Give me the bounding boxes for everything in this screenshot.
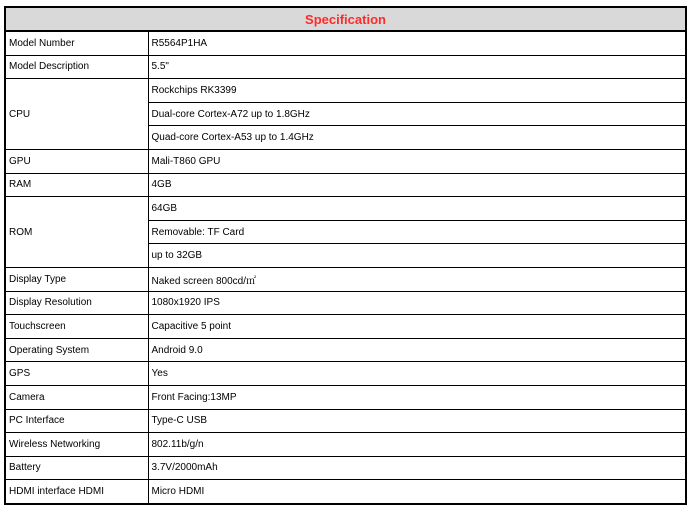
spec-label: Display Resolution	[5, 291, 148, 315]
spec-value: up to 32GB	[148, 244, 686, 268]
spec-label: HDMI interface HDMI	[5, 480, 148, 504]
table-row	[5, 173, 686, 197]
spec-value: 64GB	[148, 197, 686, 221]
spec-label: Model Number	[5, 31, 148, 55]
spec-value: 5.5"	[148, 55, 686, 79]
spec-value: Type-C USB	[148, 409, 686, 433]
spec-label: Model Description	[5, 55, 148, 79]
table-row	[5, 149, 686, 173]
spec-label: Display Type	[5, 267, 148, 291]
header-row	[5, 7, 686, 31]
spec-value: Quad-core Cortex-A53 up to 1.4GHz	[148, 126, 686, 150]
table-row	[5, 79, 686, 103]
spec-value: Micro HDMI	[148, 480, 686, 504]
spec-label: Camera	[5, 385, 148, 409]
table-row	[5, 362, 686, 386]
spec-label: GPU	[5, 149, 148, 173]
spec-value: Android 9.0	[148, 338, 686, 362]
spec-label: Operating System	[5, 338, 148, 362]
table-title: Specification	[5, 7, 686, 31]
table-row	[5, 197, 686, 221]
spec-value: Yes	[148, 362, 686, 386]
table-row	[5, 385, 686, 409]
spec-label: CPU	[5, 79, 148, 150]
spec-label: Wireless Networking	[5, 433, 148, 457]
spec-label: PC Interface	[5, 409, 148, 433]
table-row	[5, 456, 686, 480]
table-row	[5, 409, 686, 433]
specification-table	[4, 6, 687, 505]
spec-value: Rockchips RK3399	[148, 79, 686, 103]
table-row	[5, 338, 686, 362]
spec-value: Dual-core Cortex-A72 up to 1.8GHz	[148, 102, 686, 126]
spec-value: 1080x1920 IPS	[148, 291, 686, 315]
spec-value: 802.11b/g/n	[148, 433, 686, 457]
spec-value: Naked screen 800cd/㎡	[148, 267, 686, 291]
spec-label: GPS	[5, 362, 148, 386]
spec-value: Front Facing:13MP	[148, 385, 686, 409]
spec-value: 3.7V/2000mAh	[148, 456, 686, 480]
spec-label: RAM	[5, 173, 148, 197]
spec-value: Removable: TF Card	[148, 220, 686, 244]
spec-label: Battery	[5, 456, 148, 480]
spec-value: 4GB	[148, 173, 686, 197]
table-row	[5, 267, 686, 291]
spec-value: R5564P1HA	[148, 31, 686, 55]
table-row	[5, 433, 686, 457]
table-row	[5, 315, 686, 339]
table-row	[5, 291, 686, 315]
spec-label: Touchscreen	[5, 315, 148, 339]
table-row	[5, 480, 686, 504]
spec-value: Capacitive 5 point	[148, 315, 686, 339]
spec-label: ROM	[5, 197, 148, 268]
table-row	[5, 31, 686, 55]
table-row	[5, 55, 686, 79]
spec-value: Mali-T860 GPU	[148, 149, 686, 173]
